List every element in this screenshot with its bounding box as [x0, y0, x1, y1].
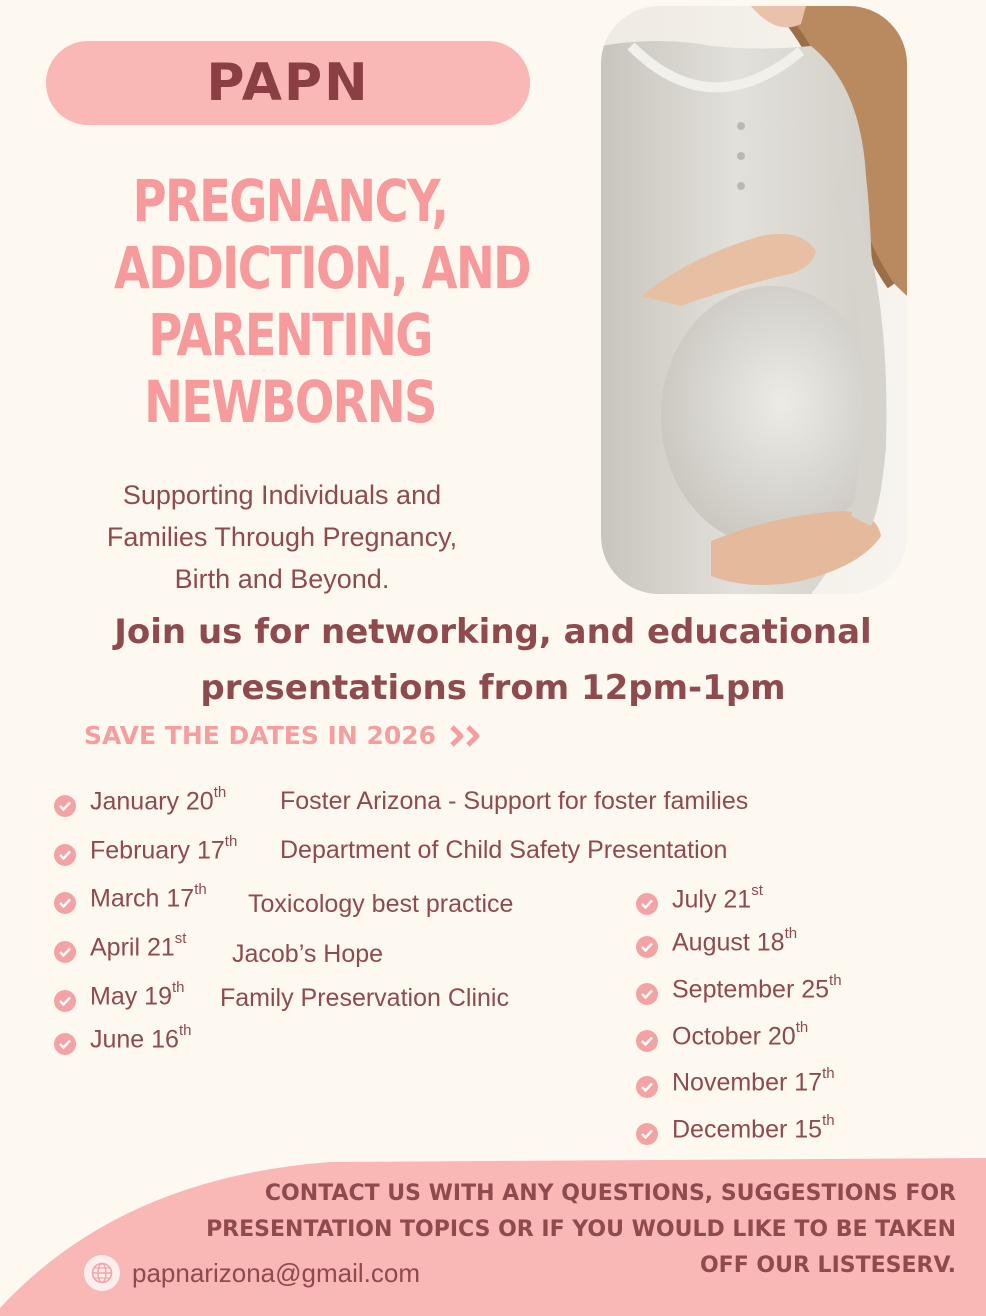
date-label: February 17th: [90, 833, 238, 865]
date-label: October 20th: [672, 1019, 809, 1051]
date-item-january: [54, 784, 227, 817]
check-circle-icon: [636, 893, 658, 915]
topic-label: Family Preservation Clinic: [220, 984, 509, 1012]
date-label: April 21st: [90, 930, 187, 962]
invitation-line: presentations from 12pm-1pm: [200, 668, 786, 708]
date-label: August 18th: [672, 925, 798, 957]
date-item-may: [54, 979, 185, 1012]
date-item-april: [54, 930, 187, 963]
headline-line: PARENTING: [148, 301, 432, 369]
date-label: May 19th: [90, 979, 185, 1011]
date-label: January 20th: [90, 784, 227, 816]
double-chevron-right-icon: [450, 725, 486, 747]
invitation-line: Join us for networking, and educational: [114, 612, 872, 652]
contact-line: CONTACT US WITH ANY QUESTIONS, SUGGESTIONS FOR: [264, 1181, 956, 1206]
date-item-september: [636, 972, 842, 1005]
check-circle-icon: [636, 1123, 658, 1145]
topic-label: Jacob’s Hope: [232, 940, 384, 968]
date-item-july: [636, 882, 763, 915]
date-label: July 21st: [672, 882, 763, 914]
date-item-october: [636, 1019, 809, 1052]
contact-email[interactable]: [84, 1255, 420, 1291]
topic-label: Department of Child Safety Presentation: [280, 836, 728, 864]
date-label: March 17th: [90, 881, 207, 913]
contact-line: OFF OUR LISTESERV.: [699, 1253, 956, 1278]
headline-line: PREGNANCY,: [132, 167, 448, 235]
check-circle-icon: [636, 936, 658, 958]
headline-line: ADDICTION, AND: [114, 234, 531, 302]
papn-badge: [46, 41, 530, 125]
subtitle-line: Supporting Individuals and: [122, 480, 442, 510]
check-circle-icon: [54, 892, 76, 914]
date-item-november: [636, 1065, 835, 1098]
date-item-december: [636, 1112, 835, 1145]
date-item-february: [54, 833, 238, 866]
check-circle-icon: [636, 1030, 658, 1052]
contact-line: PRESENTATION TOPICS OR IF YOU WOULD LIKE TO BE TAKEN: [206, 1217, 956, 1242]
check-circle-icon: [54, 844, 76, 866]
check-circle-icon: [636, 983, 658, 1005]
email-address[interactable]: papnarizona@gmail.com: [132, 1257, 420, 1288]
check-circle-icon: [54, 795, 76, 817]
check-circle-icon: [54, 941, 76, 963]
topic-label: Foster Arizona - Support for foster families: [280, 787, 749, 815]
pregnancy-photo: [601, 6, 907, 594]
date-item-march: [54, 881, 207, 914]
date-label: June 16th: [90, 1022, 192, 1054]
invitation-text: [40, 604, 946, 716]
check-circle-icon: [636, 1076, 658, 1098]
save-the-dates-label: SAVE THE DATES IN 2026: [84, 721, 437, 750]
date-label: November 17th: [672, 1065, 835, 1097]
date-label: December 15th: [672, 1112, 835, 1144]
headline-line: NEWBORNS: [144, 368, 436, 436]
topic-label: Toxicology best practice: [248, 890, 514, 918]
date-label: September 25th: [672, 972, 842, 1004]
subtitle: [40, 474, 524, 600]
date-item-august: [636, 925, 798, 958]
globe-icon: [84, 1255, 120, 1291]
date-item-june: [54, 1022, 192, 1055]
subtitle-line: Families Through Pregnancy,: [106, 522, 458, 552]
event-headline: [114, 167, 531, 436]
badge-text: PAPN: [206, 53, 370, 113]
check-circle-icon: [54, 990, 76, 1012]
save-the-dates-heading: [84, 721, 486, 750]
subtitle-line: Birth and Beyond.: [174, 564, 390, 594]
check-circle-icon: [54, 1033, 76, 1055]
